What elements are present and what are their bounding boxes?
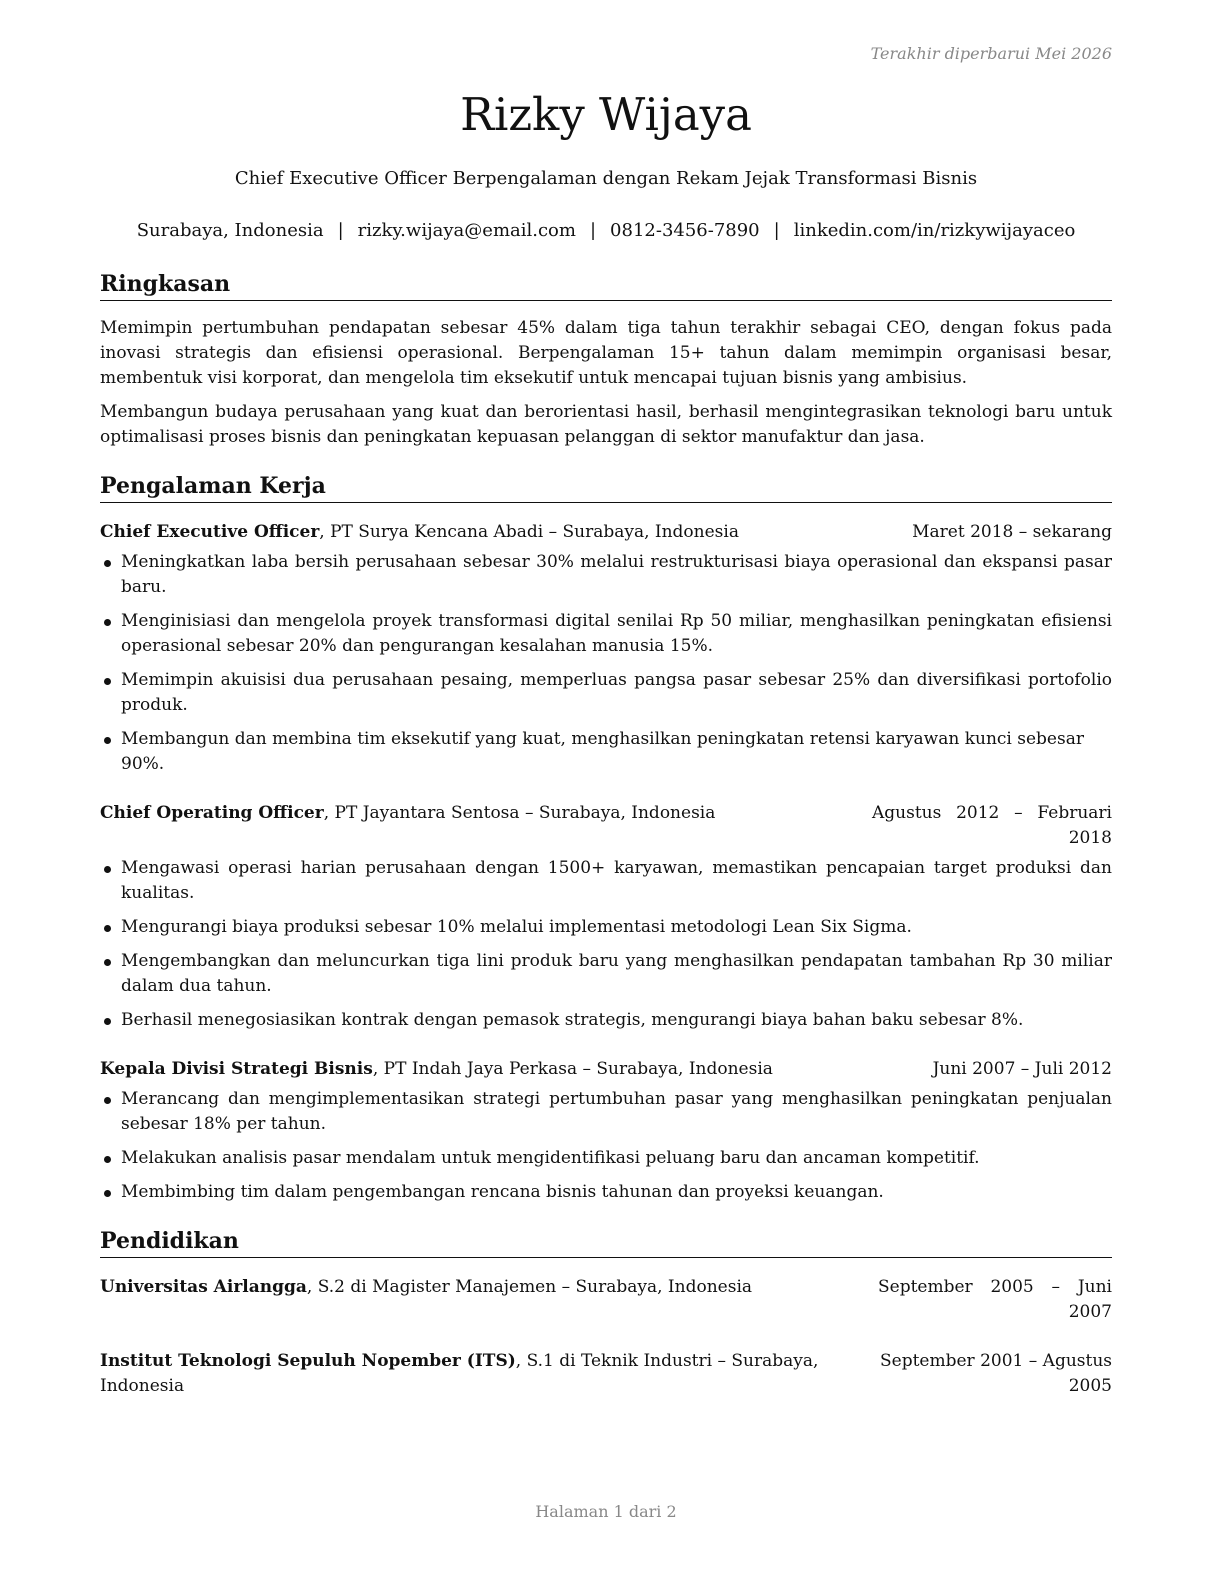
education-detail: , S.2 di Magister Manajemen – Surabaya, Indonesia [306,1277,753,1297]
bullet-icon [104,925,111,932]
bullet-text: Berhasil menegosiasikan kontrak dengan pemasok strategis, mengurangi biaya bahan baku sebesar 8%. [121,1010,1024,1030]
experience-section [100,472,1112,1205]
bullet-text: Melakukan analisis pasar mendalam untuk mengidentifikasi peluang baru dan ancaman kompetitif. [121,1148,980,1168]
education-entry [100,1349,1112,1399]
section-title-experience: Pengalaman Kerja [100,472,1112,503]
section-title-education: Pendidikan [100,1227,1112,1258]
list-item [100,550,1112,600]
job-dates: Juni 2007 – Juli 2012 [932,1059,1112,1079]
job-organization: , PT Jayantara Sentosa – Surabaya, Indonesia [323,803,716,823]
summary-paragraph: Memimpin pertumbuhan pendapatan sebesar 45% dalam tiga tahun terakhir sebagai CEO, dengan fokus pada inovasi strategis dan efisiensi operasional. Berpengalaman 15+ tahun dalam memimpin organisasi besar, membentuk visi korporat, dan mengelola tim eksekutif untuk mencapai tujuan bisnis yang ambisius. [100,318,1112,388]
job-title-line [100,1057,878,1082]
list-item [100,856,1112,906]
education-entry [100,1275,1112,1325]
contact-location: Surabaya, Indonesia [136,220,324,241]
education-dates: September 2005 – Juni 2007 [878,1277,1112,1322]
education-title-line [100,1349,876,1399]
education-detail: , S.1 di Teknik Industri – Surabaya, Indonesia [100,1351,819,1396]
job-bullets [100,856,1112,1033]
section-title-summary: Ringkasan [100,270,1112,301]
resume-content [100,270,1112,1413]
bullet-text: Merancang dan mengimplementasikan strategi pertumbuhan pasar yang menghasilkan peningkatan penjualan sebesar 18% per tahun. [121,1089,1112,1134]
job-dates: Maret 2018 – sekarang [912,522,1112,542]
bullet-icon [104,678,111,685]
job-role: Kepala Divisi Strategi Bisnis [100,1059,373,1079]
bullet-text: Memimpin akuisisi dua perusahaan pesaing, memperluas pangsa pasar sebesar 25% dan diversifikasi portofolio produk. [121,670,1112,715]
bullet-text: Membangun dan membina tim eksekutif yang kuat, menghasilkan peningkatan retensi karyawan kunci sebesar 90%. [121,729,1084,774]
list-item [100,915,1112,940]
job-dates: Agustus 2012 – Februari 2018 [872,803,1112,848]
job-header [100,520,1112,545]
candidate-name: Rizky Wijaya [460,88,752,141]
bullet-text: Mengurangi biaya produksi sebesar 10% melalui implementasi metodologi Lean Six Sigma. [121,917,912,937]
bullet-icon [104,866,111,873]
list-item [100,949,1112,999]
contact-linkedin[interactable]: linkedin.com/in/rizkywijayaceo [793,220,1076,241]
list-item [100,668,1112,718]
job-organization: , PT Surya Kencana Abadi – Surabaya, Indonesia [319,522,739,542]
summary-paragraphs [100,316,1112,450]
summary-section [100,270,1112,450]
education-school: Institut Teknologi Sepuluh Nopember (ITS) [100,1351,516,1371]
bullet-icon [104,1156,111,1163]
bullet-icon [104,619,111,626]
job-role: Chief Operating Officer [100,803,324,823]
list-item [100,1180,1112,1205]
job-title-line [100,801,872,826]
bullet-icon [104,959,111,966]
job-bullets [100,1087,1112,1205]
job-header [100,801,1112,851]
job-title-line [100,520,878,545]
bullet-text: Meningkatkan laba bersih perusahaan sebesar 30% melalui restrukturisasi biaya operasional dan ekspansi pasar baru. [121,552,1112,597]
list-item [100,727,1118,777]
bullet-icon [104,1018,111,1025]
job-entry [100,801,1112,1033]
job-entry [100,520,1112,777]
bullet-icon [104,560,111,567]
bullet-icon [104,737,111,744]
contact-line [100,220,1112,241]
page-number-footer: Halaman 1 dari 2 [535,1502,677,1521]
list-item [100,1008,1112,1033]
list-item [100,1087,1112,1137]
resume-page [100,0,1112,1584]
candidate-tagline: Chief Executive Officer Berpengalaman dengan Rekam Jejak Transformasi Bisnis [234,168,978,189]
education-header [100,1349,1112,1399]
list-item [100,1146,1112,1171]
bullet-text: Mengawasi operasi harian perusahaan dengan 1500+ karyawan, memastikan pencapaian target produksi dan kualitas. [121,858,1112,903]
last-updated-note: Terakhir diperbarui Mei 2026 [870,44,1112,63]
job-header [100,1057,1112,1082]
contact-separator: | [773,220,780,241]
list-item [100,609,1112,659]
job-organization: , PT Indah Jaya Perkasa – Surabaya, Indonesia [372,1059,773,1079]
education-section [100,1227,1112,1399]
bullet-icon [104,1097,111,1104]
bullet-icon [104,1190,111,1197]
bullet-text: Menginisiasi dan mengelola proyek transformasi digital senilai Rp 50 miliar, menghasilkan peningkatan efisiensi operasional sebesar 20% dan pengurangan kesalahan manusia 15%. [121,611,1112,656]
job-entry [100,1057,1112,1205]
contact-email[interactable]: rizky.wijaya@email.com [357,220,576,241]
education-header [100,1275,1112,1325]
job-bullets [100,550,1112,777]
job-role: Chief Executive Officer [100,522,320,542]
summary-paragraph: Membangun budaya perusahaan yang kuat dan berorientasi hasil, berhasil mengintegrasikan teknologi baru untuk optimalisasi proses bisnis dan peningkatan kepuasan pelanggan di sektor manufaktur dan jasa. [100,402,1112,447]
education-dates: September 2001 – Agustus 2005 [880,1351,1112,1396]
bullet-text: Membimbing tim dalam pengembangan rencana bisnis tahunan dan proyeksi keuangan. [121,1182,884,1202]
education-school: Universitas Airlangga [100,1277,307,1297]
contact-separator: | [337,220,344,241]
contact-separator: | [589,220,597,241]
education-title-line [100,1275,878,1300]
bullet-text: Mengembangkan dan meluncurkan tiga lini produk baru yang menghasilkan pendapatan tambahan Rp 30 miliar dalam dua tahun. [121,951,1112,996]
contact-phone: 0812-3456-7890 [610,220,760,241]
